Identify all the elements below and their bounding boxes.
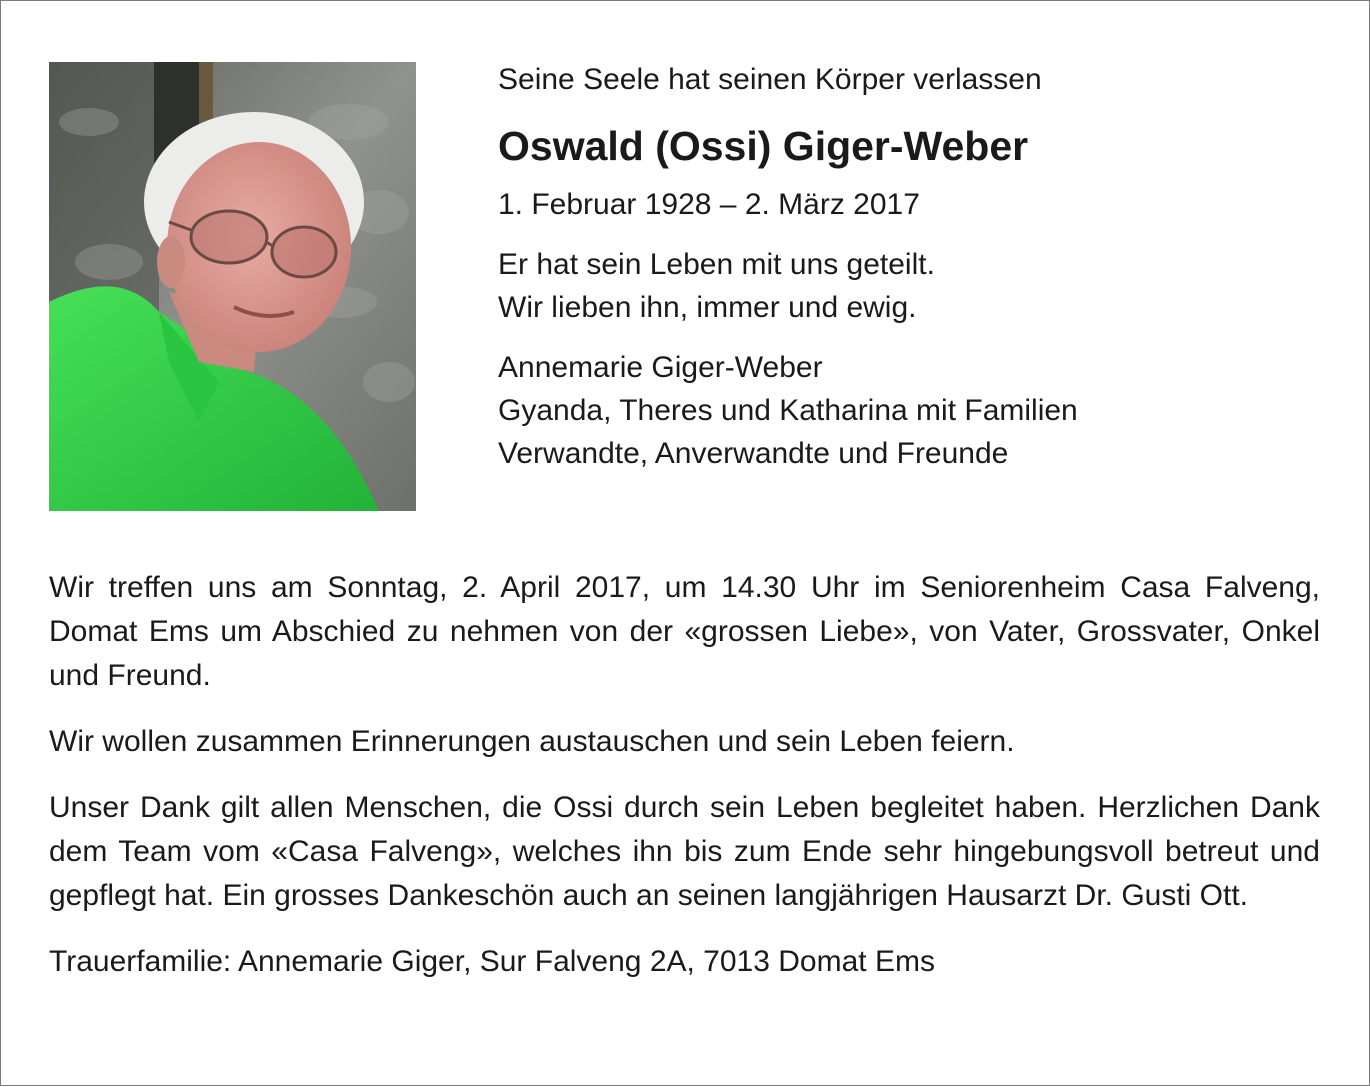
life-dates: 1. Februar 1928 – 2. März 2017 — [498, 188, 920, 221]
mourner-line: Verwandte, Anverwandte und Freunde — [498, 437, 1009, 470]
family-address: Trauerfamilie: Annemarie Giger, Sur Falveng 2A, 7013 Domat Ems — [49, 945, 935, 978]
verse-block — [498, 243, 1338, 329]
portrait-photo — [49, 62, 416, 511]
mourner-line: Annemarie Giger-Weber — [498, 351, 823, 384]
portrait-illustration — [49, 62, 416, 511]
memories-paragraph: Wir wollen zusammen Erinnerungen austauschen und sein Leben feiern. — [49, 725, 1015, 758]
mourners-block — [498, 346, 1338, 475]
ceremony-paragraph: Wir treffen uns am Sonntag, 2. April 2017, um 14.30 Uhr im Seniorenheim Casa Falveng, Domat Ems um Abschied zu nehmen von der «grossen Liebe», von Vater, Grossvater, Onkel und Freund. — [49, 571, 1320, 692]
mourner-line: Gyanda, Theres und Katharina mit Familien — [498, 394, 1078, 427]
intro-line: Seine Seele hat seinen Körper verlassen — [498, 63, 1042, 96]
verse-line: Wir lieben ihn, immer und ewig. — [498, 291, 917, 324]
header-column — [498, 58, 1338, 475]
thanks-paragraph: Unser Dank gilt allen Menschen, die Ossi durch sein Leben begleitet haben. Herzlichen Dank dem Team vom «Casa Falveng», welches ihn bis zum Ende sehr hingebungsvoll betreut und gepflegt hat. Ein grosses Dankeschön auch an seinen langjährigen Hausarzt Dr. Gusti Ott. — [49, 791, 1320, 912]
verse-line: Er hat sein Leben mit uns geteilt. — [498, 248, 935, 281]
deceased-name: Oswald (Ossi) Giger-Weber — [498, 123, 1029, 169]
obituary-body — [49, 566, 1320, 1006]
